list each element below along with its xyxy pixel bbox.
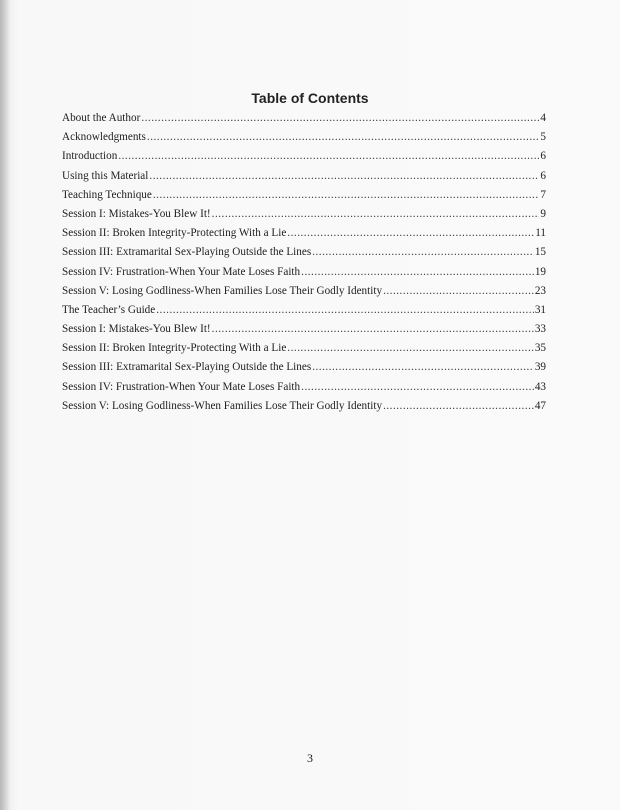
toc-entry — [62, 301, 546, 320]
toc-entry — [62, 320, 546, 339]
toc-entry — [62, 243, 546, 262]
toc-entry-label: Session IV: Frustration-When Your Mate Loses Faith — [62, 265, 301, 278]
toc-dot-leader — [287, 339, 534, 358]
toc-entry-page: 31 — [534, 303, 546, 316]
toc-dot-leader — [312, 358, 534, 377]
toc-dot-leader — [383, 397, 534, 416]
toc-dot-leader — [383, 282, 534, 301]
toc-dot-leader — [312, 243, 534, 262]
toc-entry-page: 5 — [540, 131, 546, 144]
toc-entry — [62, 186, 546, 205]
toc-entry-label: Session V: Losing Godliness-When Families Lose Their Godly Identity — [62, 399, 383, 412]
toc-dot-leader — [212, 205, 540, 224]
toc-entry-label: Session III: Extramarital Sex-Playing Outside the Lines — [62, 246, 312, 259]
toc-entry-label: Session I: Mistakes-You Blew It! — [62, 207, 211, 220]
toc-entry — [62, 282, 546, 301]
toc-list — [62, 109, 546, 416]
toc-entry-label: Session IV: Frustration-When Your Mate Loses Faith — [62, 380, 301, 393]
toc-entry — [62, 358, 546, 377]
toc-entry-page: 7 — [540, 188, 546, 201]
toc-entry-label: The Teacher’s Guide — [62, 303, 156, 316]
toc-dot-leader — [149, 167, 539, 186]
toc-entry-label: About the Author — [62, 112, 141, 124]
toc-entry-page: 43 — [534, 380, 546, 393]
toc-entry-page: 19 — [534, 265, 546, 278]
toc-dot-leader — [301, 263, 534, 282]
toc-entry — [62, 397, 546, 416]
toc-dot-leader — [153, 186, 540, 205]
toc-title: Table of Contents — [251, 90, 369, 106]
toc-entry-label: Using this Material — [62, 169, 149, 182]
toc-dot-leader — [301, 378, 534, 397]
toc-entry-page: 6 — [540, 150, 546, 163]
toc-entry-page: 15 — [534, 246, 546, 259]
toc-entry — [62, 167, 546, 186]
toc-entry — [62, 339, 546, 358]
toc-entry-page: 39 — [534, 361, 546, 374]
toc-entry-label: Session II: Broken Integrity-Protecting With a Lie — [62, 342, 287, 355]
toc-entry-label: Session III: Extramarital Sex-Playing Outside the Lines — [62, 361, 312, 374]
toc-entry-page: 35 — [534, 342, 546, 355]
toc-dot-leader — [287, 224, 534, 243]
toc-entry-page: 33 — [534, 323, 546, 336]
toc-entry-page: 9 — [540, 207, 546, 220]
toc-dot-leader — [118, 147, 539, 166]
toc-entry — [62, 263, 546, 282]
toc-entry-label: Acknowledgments — [62, 131, 146, 144]
toc-entry-label: Session I: Mistakes-You Blew It! — [62, 323, 211, 336]
toc-entry — [62, 147, 546, 166]
toc-entry-label: Teaching Technique — [62, 188, 152, 201]
toc-entry — [62, 378, 546, 397]
page-number: 3 — [307, 751, 313, 765]
toc-entry-page: 6 — [540, 169, 546, 182]
toc-entry — [62, 128, 546, 147]
toc-entry-page: 4 — [540, 112, 546, 124]
toc-dot-leader — [156, 301, 534, 320]
toc-entry — [62, 224, 546, 243]
spine-shadow — [0, 0, 10, 810]
toc-entry-label: Session II: Broken Integrity-Protecting With a Lie — [62, 227, 287, 240]
toc-entry-page: 23 — [534, 284, 546, 297]
toc-entry-label: Session V: Losing Godliness-When Families Lose Their Godly Identity — [62, 284, 383, 297]
toc-entry-page: 47 — [534, 399, 546, 412]
toc-dot-leader — [141, 109, 539, 128]
toc-entry-page: 11 — [535, 227, 546, 240]
toc-entry-label: Introduction — [62, 150, 118, 163]
toc-entry — [62, 205, 546, 224]
toc-dot-leader — [212, 320, 534, 339]
toc-entry — [62, 109, 546, 128]
toc-dot-leader — [147, 128, 540, 147]
